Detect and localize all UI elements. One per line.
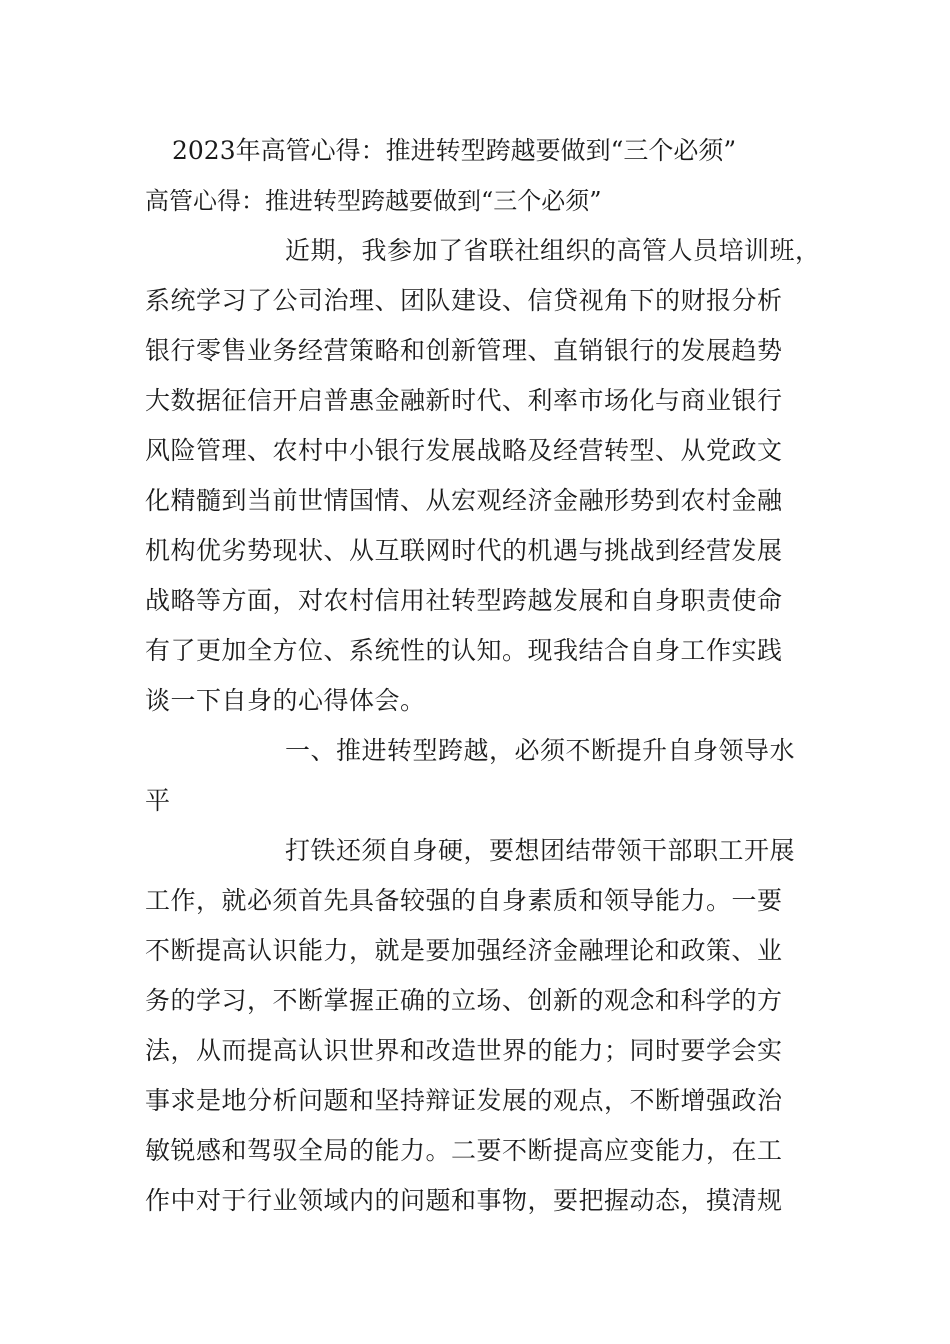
paragraph-line: 近期，我参加了省联社组织的高管人员培训班，: [285, 236, 821, 265]
section-heading-continued: 平: [145, 786, 171, 815]
paragraph-line: 大数据征信开启普惠金融新时代、利率市场化与商业银行: [145, 386, 783, 415]
paragraph-line: 工作，就必须首先具备较强的自身素质和领导能力。一要: [145, 886, 783, 915]
paragraph-line: 机构优劣势现状、从互联网时代的机遇与挑战到经营发展: [145, 536, 783, 565]
paragraph-line: 打铁还须自身硬，要想团结带领干部职工开展: [285, 836, 796, 865]
paragraph-line: 法，从而提高认识世界和改造世界的能力；同时要学会实: [145, 1036, 783, 1065]
paragraph-line: 系统学习了公司治理、团队建设、信贷视角下的财报分析: [145, 286, 783, 315]
paragraph-line: 事求是地分析问题和坚持辩证发展的观点，不断增强政治: [145, 1086, 783, 1115]
paragraph-line: 不断提高认识能力，就是要加强经济金融理论和政策、业: [145, 936, 783, 965]
paragraph-line: 务的学习，不断掌握正确的立场、创新的观念和科学的方: [145, 986, 783, 1015]
paragraph-line: 作中对于行业领域内的问题和事物，要把握动态，摸清规: [145, 1186, 783, 1215]
paragraph-line: 敏锐感和驾驭全局的能力。二要不断提高应变能力，在工: [145, 1136, 783, 1165]
paragraph-line: 有了更加全方位、系统性的认知。现我结合自身工作实践: [145, 636, 783, 665]
section-heading: 一、推进转型跨越，必须不断提升自身领导水: [285, 736, 796, 765]
paragraph-line: 风险管理、农村中小银行发展战略及经营转型、从党政文: [145, 436, 783, 465]
document-subtitle: 高管心得：推进转型跨越要做到“三个必须”: [145, 187, 602, 215]
paragraph-line: 银行零售业务经营策略和创新管理、直销银行的发展趋势: [145, 336, 783, 365]
paragraph-line: 谈一下自身的心得体会。: [145, 686, 426, 715]
paragraph-line: 战略等方面，对农村信用社转型跨越发展和自身职责使命: [145, 586, 783, 615]
document-title: 2023年高管心得：推进转型跨越要做到“三个必须”: [172, 136, 737, 165]
paragraph-line: 化精髓到当前世情国情、从宏观经济金融形势到农村金融: [145, 486, 783, 515]
